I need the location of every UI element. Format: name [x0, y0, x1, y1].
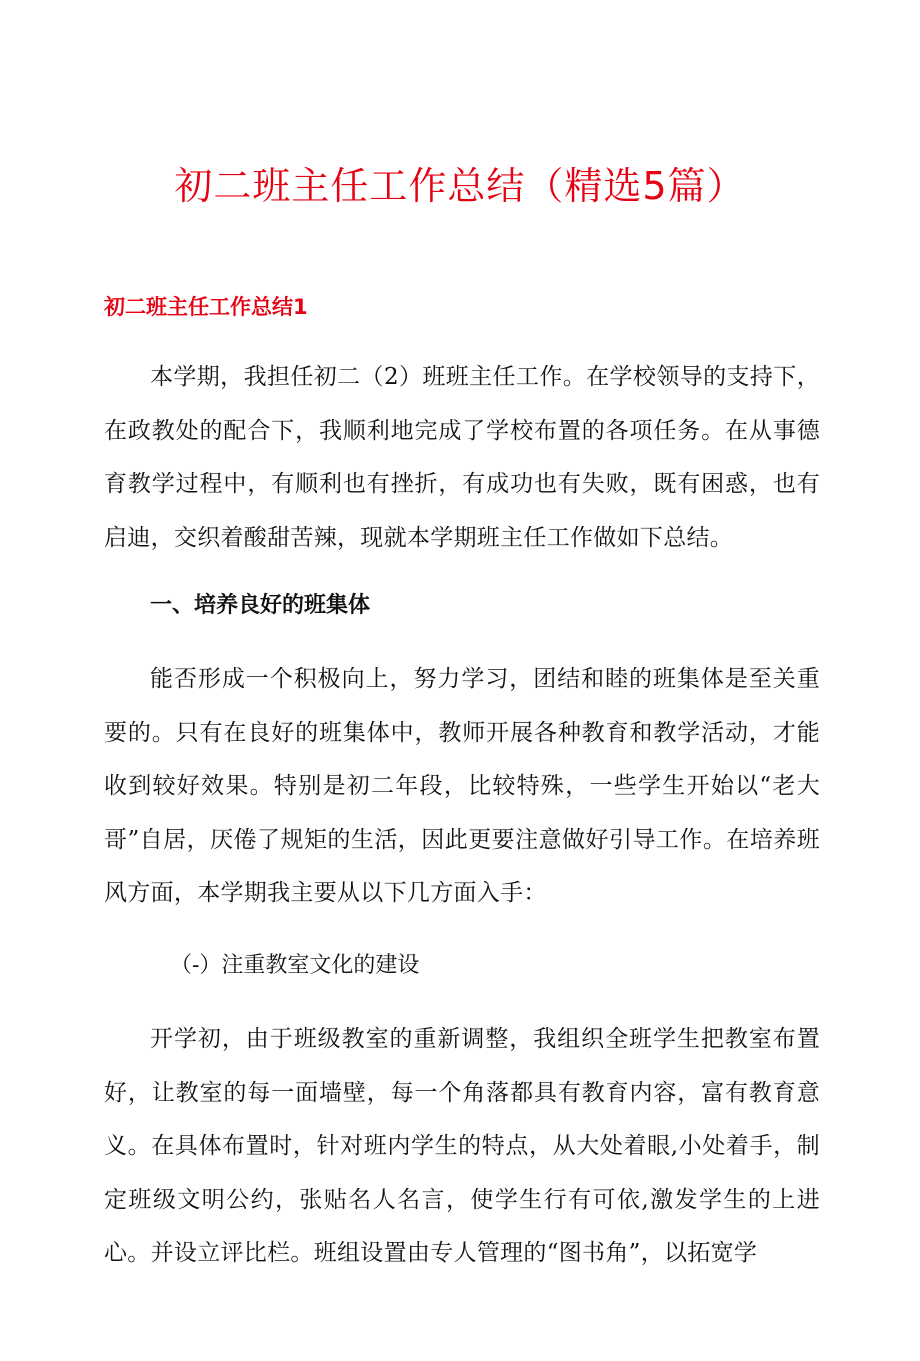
section-heading: 初二班主任工作总结1 [104, 295, 308, 319]
document-title: 初二班主任工作总结（精选5篇） [174, 164, 746, 208]
paragraph-class-collective: 能否形成一个积极向上，努力学习，团结和睦的班集体是至关重要的。只有在良好的班集体中，教师开展各种教育和教学活动，才能收到较好效果。特别是初二年段，比较特殊，一些学生开始以“老大哥”自居，厌倦了规矩的生活，因此更要注意做好引导工作。在培养班风方面，本学期我主要从以下几方面入手： [104, 666, 820, 906]
paragraph-intro: 本学期，我担任初二（2）班班主任工作。在学校领导的支持下，在政教处的配合下，我顺利地完成了学校布置的各项任务。在从事德育教学过程中，有顺利也有挫折，有成功也有失败，既有困惑，也有启迪，交织着酸甜苦辣，现就本学期班主任工作做如下总结。 [104, 364, 820, 551]
heading-build-class-collective: 一、培养良好的班集体 [150, 593, 371, 618]
heading-classroom-culture: （-）注重教室文化的建设 [170, 953, 420, 978]
paragraph-classroom-culture: 开学初，由于班级教室的重新调整，我组织全班学生把教室布置好，让教室的每一面墙壁，每一个角落都具有教育内容，富有教育意义。在具体布置时，针对班内学生的特点，从大处着眼,小处着手，制定班级文明公约，张贴名人名言，使学生行有可依,激发学生的上进心。并设立评比栏。班组设置由专人管理的“图书角”，以拓宽学 [104, 1026, 820, 1266]
